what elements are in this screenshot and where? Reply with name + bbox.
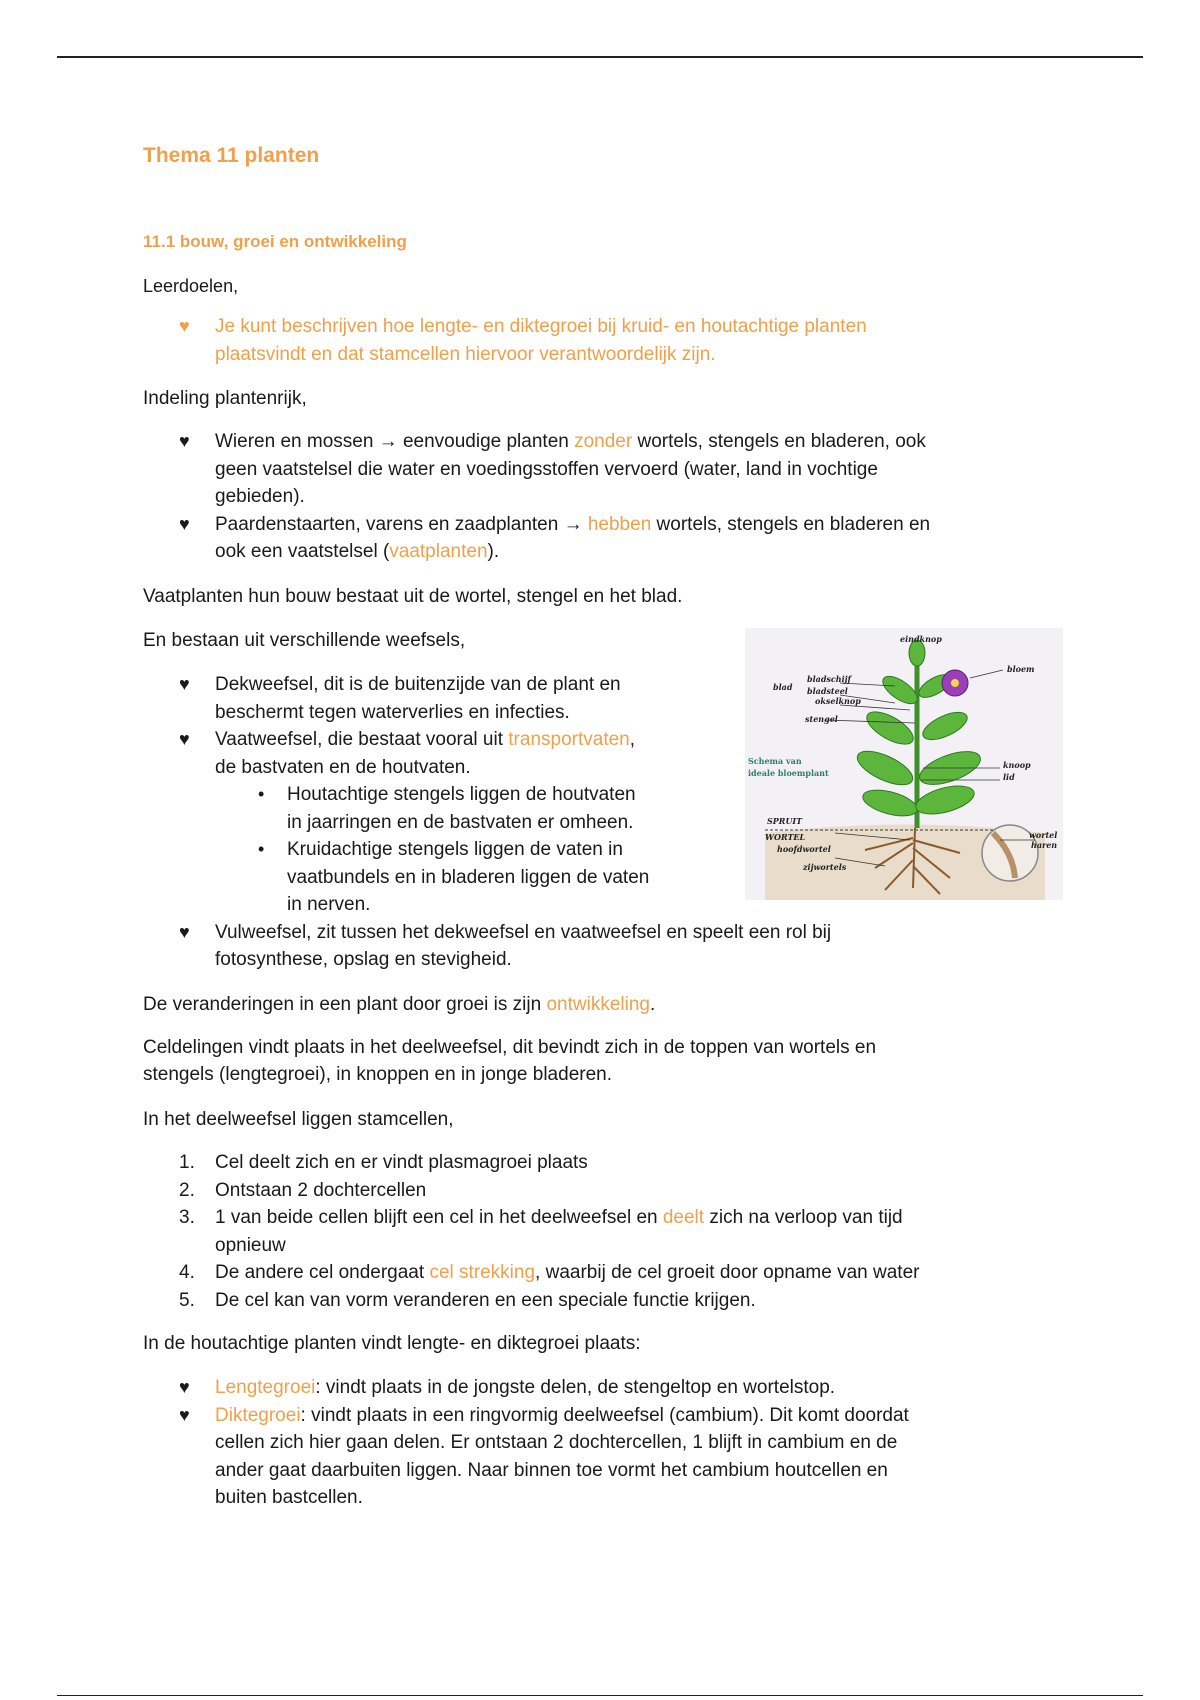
dot-bullet-icon: • (258, 784, 265, 804)
heart-bullet-icon: ♥ (179, 316, 190, 336)
stappen-list (179, 1149, 1059, 1314)
list-item: 3. 1 van beide cellen blijft een cel in het deelweefsel en deelt zich na verloop van tijd opnieuw (179, 1207, 903, 1256)
list-item: 5. De cel kan van vorm veranderen en een speciale functie krijgen. (179, 1289, 756, 1311)
label-schema-2: ideale bloemplant (748, 768, 829, 778)
indeling-label: Indeling plantenrijk, (143, 388, 307, 409)
dot-bullet-icon: • (258, 839, 265, 859)
label-hoofdwortel: hoofdwortel (777, 844, 831, 854)
label-lid: lid (1003, 772, 1015, 782)
list-item: ♥ Vaatweefsel, die bestaat vooral uit transportvaten, de bastvaten en de houtvaten. (179, 726, 1059, 781)
plant-diagram (745, 628, 1063, 900)
label-schema-1: Schema van (748, 756, 802, 766)
leerdoelen-list (179, 313, 1059, 368)
heart-bullet-icon: ♥ (179, 729, 190, 749)
label-wortelharen-2: haren (1031, 840, 1058, 850)
section-heading: 11.1 bouw, groei en ontwikkeling (143, 232, 407, 251)
label-knoop: knoop (1003, 760, 1031, 770)
label-wortel: WORTEL (765, 832, 806, 842)
heart-bullet-icon: ♥ (179, 674, 190, 694)
list-item: 4. De andere cel ondergaat cel strekking, waarbij de cel groeit door opname van water (179, 1262, 920, 1283)
leerdoelen-label: Leerdoelen, (143, 276, 239, 296)
houtachtig-label: In de houtachtige planten vindt lengte- en diktegroei plaats: (143, 1333, 641, 1354)
label-stengel: stengel (805, 714, 838, 724)
vaatplanten-paragraph: Vaatplanten hun bouw bestaat uit de wortel, stengel en het blad. (143, 586, 683, 607)
groei-list (179, 1374, 1059, 1512)
footer-rule (57, 1695, 1143, 1696)
list-item: 1. Cel deelt zich en er vindt plasmagroei plaats (179, 1152, 588, 1173)
label-eindknop: eindknop (900, 634, 942, 644)
list-item: ♥ Lengtegroei: vindt plaats in de jongste delen, de stengeltop en wortelstop. (179, 1374, 1059, 1402)
list-item: ♥ Vulweefsel, zit tussen het dekweefsel en vaatweefsel en speelt een rol bij fotosynthese, opslag en stevigheid. (179, 919, 1059, 974)
celdeling-paragraph: Celdelingen vindt plaats in het deelweefsel, dit bevindt zich in de toppen van wortels en stengels (lengtegroei), in knoppen en in jonge bladeren. (143, 1037, 877, 1085)
page-title: Thema 11 planten (143, 144, 320, 167)
indeling-list (179, 428, 1059, 566)
heart-bullet-icon: ♥ (179, 431, 190, 451)
label-wortelharen-1: wortel (1029, 830, 1058, 840)
label-bladschijf: bladschijf (807, 674, 851, 684)
heart-bullet-icon: ♥ (179, 1404, 190, 1425)
plant-diagram-figure (745, 628, 1063, 900)
list-item: ♥ Je kunt beschrijven hoe lengte- en diktegroei bij kruid- en houtachtige planten plaatsvindt en dat stamcellen hiervoor verantwoordelijk zijn. (179, 313, 1059, 368)
heart-bullet-icon: ♥ (179, 1377, 190, 1397)
sub-list-item: • Kruidachtige stengels liggen de vaten in vaatbundels en in bladeren liggen de vaten in nerven. (179, 836, 1059, 919)
label-bladsteel: bladsteel (807, 686, 848, 696)
label-bloem: bloem (1007, 664, 1035, 674)
heart-bullet-icon: ♥ (179, 513, 190, 534)
header-rule (57, 56, 1143, 58)
label-zijwortels: zijwortels (803, 862, 847, 872)
list-item: 2. Ontstaan 2 dochtercellen (179, 1179, 427, 1201)
ontwikkeling-paragraph: De veranderingen in een plant door groei is zijn ontwikkeling. (143, 994, 656, 1015)
label-okselknop: okselknop (815, 696, 861, 706)
heart-bullet-icon: ♥ (179, 921, 190, 942)
stamcellen-label: In het deelweefsel liggen stamcellen, (143, 1109, 454, 1130)
sub-list-item: • Houtachtige stengels liggen de houtvaten in jaarringen en de bastvaten er omheen. (179, 781, 1059, 836)
list-item: ♥ Paardenstaarten, varens en zaadplanten → hebben wortels, stengels en bladeren en ook een vaatstelsel (vaatplanten). (179, 511, 1059, 566)
weefsels-label: En bestaan uit verschillende weefsels, (143, 630, 466, 651)
label-spruit: SPRUIT (767, 816, 803, 826)
list-item: ♥ Diktegroei: vindt plaats in een ringvormig deelweefsel (cambium). Dit komt doordat cellen zich hier gaan delen. Er ontstaan 2 dochtercellen, 1 blijft in cambium en de ander gaat daarbuiten liggen. Naar binnen toe vormt het cambium houtcellen en buiten bastcellen. (179, 1402, 1059, 1512)
label-blad: blad (773, 682, 793, 692)
list-item: ♥ Wieren en mossen → eenvoudige planten zonder wortels, stengels en bladeren, ook geen vaatstelsel die water en voedingsstoffen vervoerd (water, land in vochtige gebieden). (179, 428, 1059, 511)
list-item: ♥ Dekweefsel, dit is de buitenzijde van de plant en beschermt tegen waterverlies en infecties. (179, 671, 1059, 726)
